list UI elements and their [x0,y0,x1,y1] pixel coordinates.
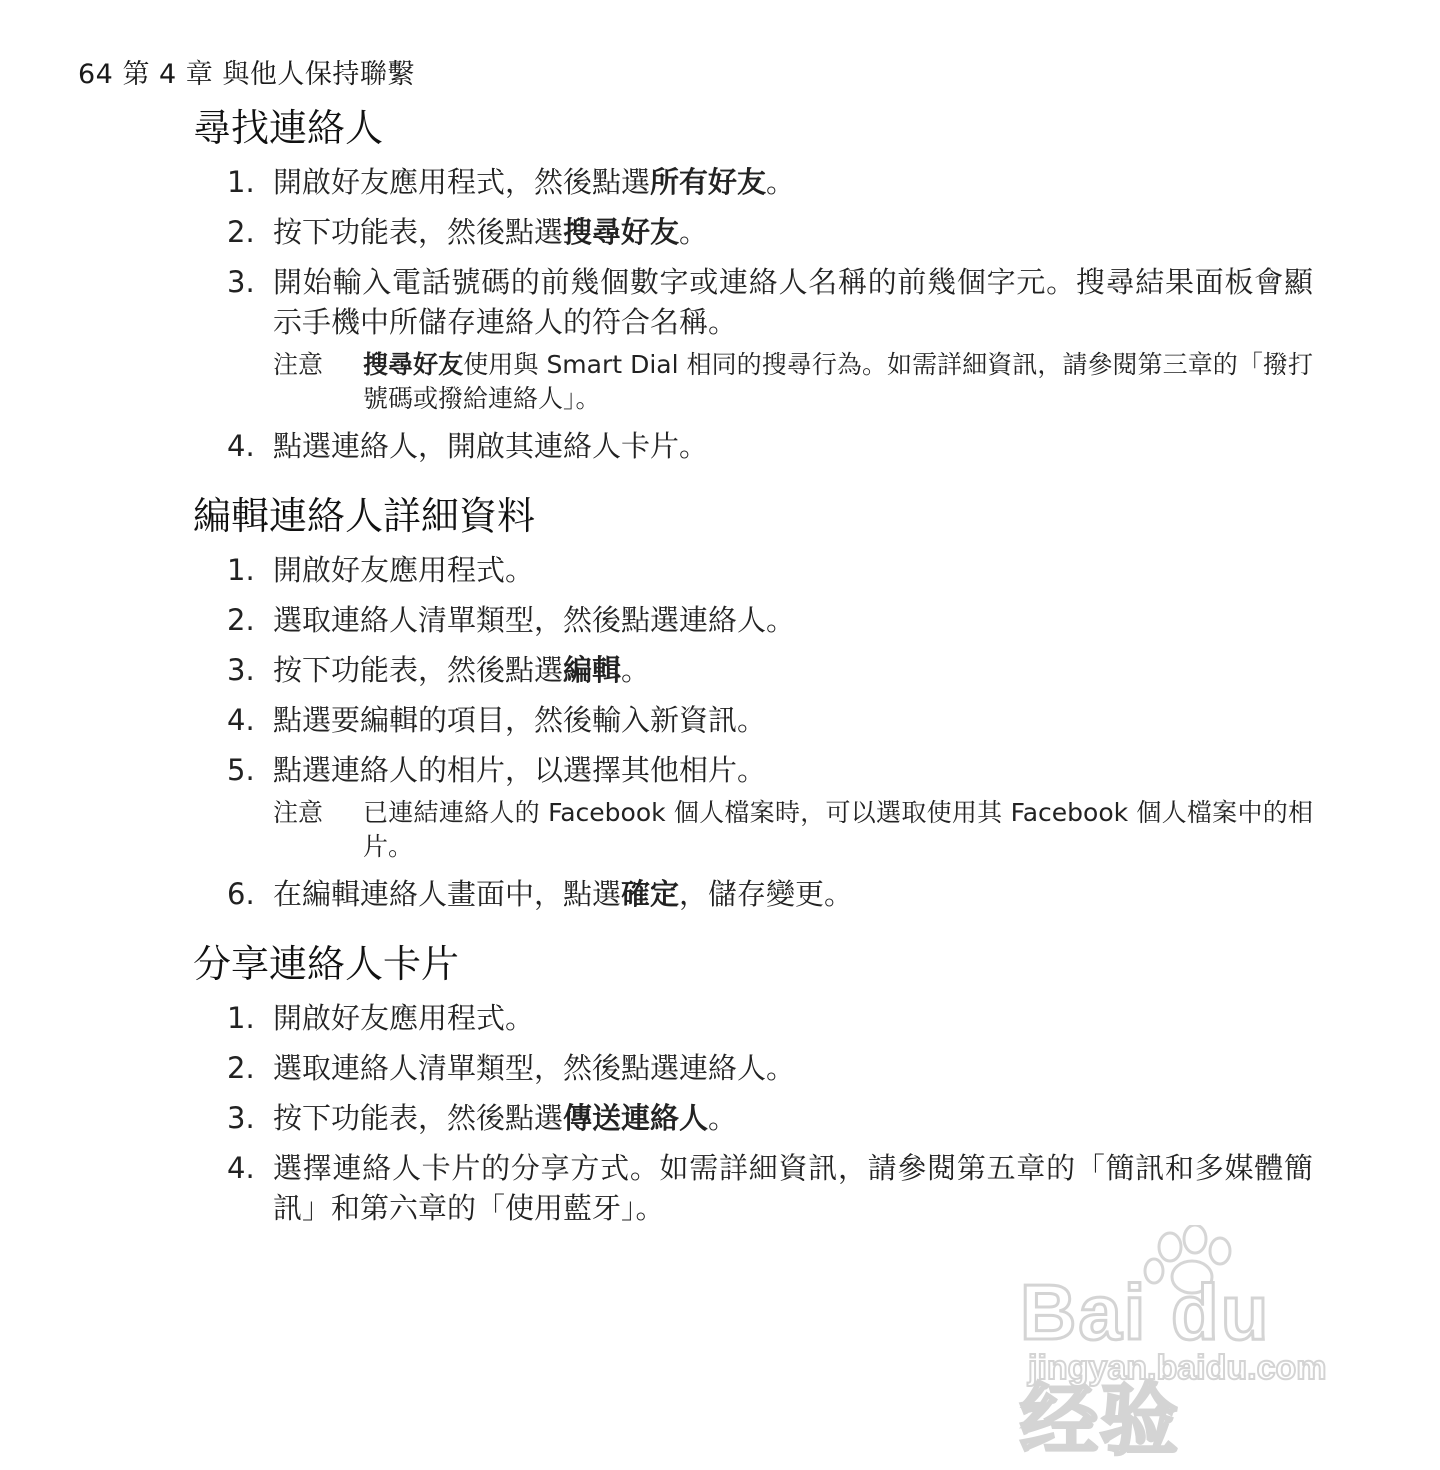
step-item [193,1148,1313,1228]
step-item [193,550,1313,590]
step-text: 選取連絡人清單類型，然後點選連絡人。 [273,603,796,637]
step-number: 2. [227,603,255,637]
step-text: 按下功能表，然後點選搜尋好友。 [273,215,709,249]
section-title: 分享連絡人卡片 [193,942,460,986]
note [273,348,1313,416]
step-item [193,1098,1313,1138]
ui-term: 所有好友 [650,165,767,199]
note [273,796,1313,864]
step-item [193,750,1313,790]
step-number: 4. [227,703,255,737]
step-number: 3. [227,653,255,687]
step-text: 開啟好友應用程式。 [273,553,535,587]
step-number: 3. [227,1101,255,1135]
note-text: 搜尋好友使用與 Smart Dial 相同的搜尋行為。如需詳細資訊，請參閱第三章的「撥打號碼或撥給連絡人」。 [363,350,1313,413]
step-item [193,162,1313,202]
ui-term: 確定 [621,877,680,911]
step-number: 5. [227,753,255,787]
steps-list-cont [193,874,1313,914]
step-item [193,600,1313,640]
step-number: 4. [227,429,255,463]
step-number: 1. [227,553,255,587]
steps-list [193,550,1313,790]
step-text: 在編輯連絡人畫面中，點選確定，儲存變更。 [273,877,854,911]
ui-term: 搜尋好友 [563,215,680,249]
step-item [193,998,1313,1038]
note-text: 已連結連絡人的 Facebook 個人檔案時，可以選取使用其 Facebook 個人檔案中的相片。 [363,798,1313,861]
step-text: 選擇連絡人卡片的分享方式。如需詳細資訊，請參閱第五章的「簡訊和多媒體簡訊」和第六章的「使用藍牙」。 [273,1151,1313,1225]
step-number: 4. [227,1151,255,1185]
ui-term: 搜尋好友 [363,350,464,379]
step-text: 開啟好友應用程式，然後點選所有好友。 [273,165,796,199]
section-share-contact [193,940,1313,1228]
steps-list-cont [193,426,1313,466]
section-edit-contact [193,492,1313,914]
step-text: 開始輸入電話號碼的前幾個數字或連絡人名稱的前幾個字元。搜尋結果面板會顯示手機中所儲存連絡人的符合名稱。 [273,265,1313,339]
step-item [193,212,1313,252]
step-item [193,650,1313,690]
note-label: 注意 [273,798,324,827]
section-title: 尋找連絡人 [193,106,384,150]
step-item [193,262,1313,342]
step-text: 按下功能表，然後點選傳送連絡人。 [273,1101,738,1135]
steps-list [193,162,1313,342]
step-item [193,1048,1313,1088]
ui-term: 傳送連絡人 [563,1101,709,1135]
step-text: 點選連絡人的相片，以選擇其他相片。 [273,753,767,787]
watermark-brand: Bai du 经验 [1020,1268,1271,1464]
ui-term: 編輯 [563,653,622,687]
step-text: 點選連絡人，開啟其連絡人卡片。 [273,429,709,463]
watermark-url: jingyan.baidu.com [1028,1349,1327,1387]
step-number: 2. [227,1051,255,1085]
section-title: 編輯連絡人詳細資料 [193,494,536,538]
step-item [193,874,1313,914]
step-text: 點選要編輯的項目，然後輸入新資訊。 [273,703,767,737]
step-item [193,426,1313,466]
step-number: 2. [227,215,255,249]
step-number: 6. [227,877,255,911]
steps-list [193,998,1313,1228]
step-number: 1. [227,1001,255,1035]
step-text: 開啟好友應用程式。 [273,1001,535,1035]
step-number: 3. [227,265,255,299]
section-find-contact [193,104,1313,466]
step-text: 按下功能表，然後點選編輯。 [273,653,651,687]
step-text: 選取連絡人清單類型，然後點選連絡人。 [273,1051,796,1085]
note-label: 注意 [273,350,324,379]
baidu-watermark [1020,1225,1360,1464]
step-item [193,700,1313,740]
running-header: 64 第 4 章 與他人保持聯繫 [78,59,415,90]
step-number: 1. [227,165,255,199]
